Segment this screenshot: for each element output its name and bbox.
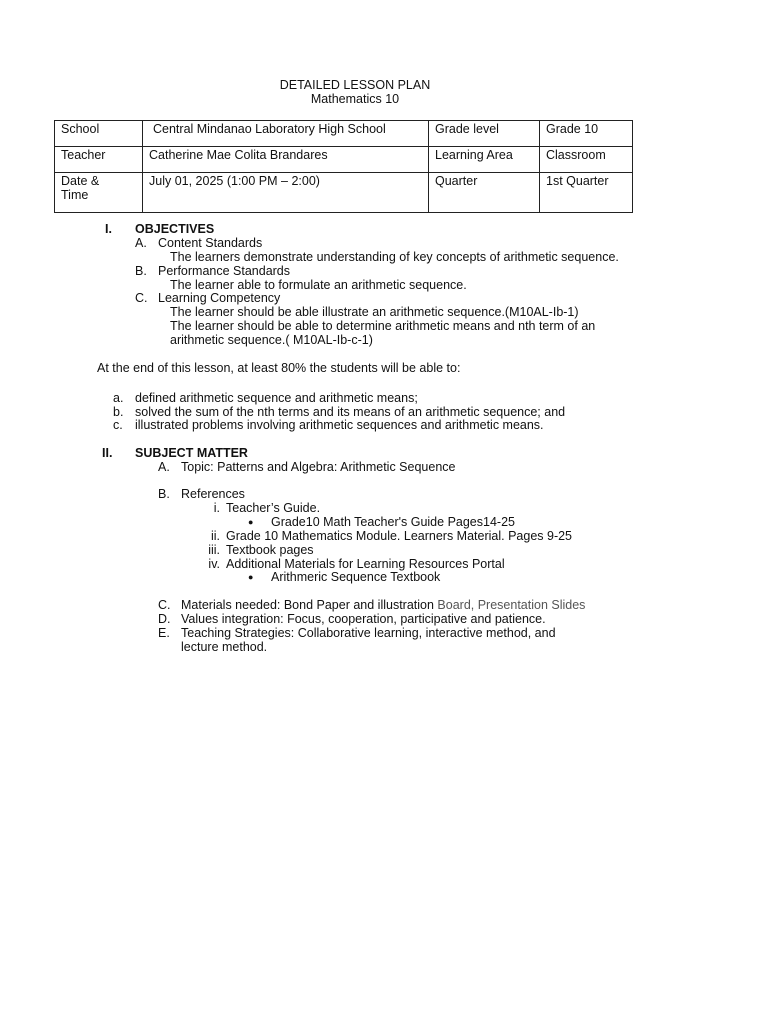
learning-area-value: Classroom — [540, 147, 633, 173]
quarter-value: 1st Quarter — [540, 173, 633, 213]
quarter-label: Quarter — [429, 173, 540, 213]
materials-extra: Board, Presentation Slides — [437, 598, 586, 612]
objective-b-letter: B. — [135, 264, 147, 278]
grade-label: Grade level — [429, 121, 540, 147]
materials-main: Materials needed: Bond Paper and illustration — [181, 598, 438, 612]
ref-iii-text: Textbook pages — [226, 543, 314, 557]
document-title: DETAILED LESSON PLAN — [279, 78, 431, 92]
goal-c-text: illustrated problems involving arithmetic sequences and arithmetic means. — [135, 418, 544, 432]
ref-i-text: Teacher’s Guide. — [226, 501, 321, 515]
content-standards-title: Content Standards — [158, 236, 263, 250]
teaching-strategies-text-2: lecture method. — [181, 640, 268, 654]
teaching-strategies-text-1: Teaching Strategies: Collaborative learning, interactive method, and — [181, 626, 556, 640]
ref-iii-number: iii. — [208, 543, 220, 557]
objectives-intro: At the end of this lesson, at least 80% the students will be able to: — [97, 361, 461, 375]
school-value: Central Mindanao Laboratory High School — [143, 121, 429, 147]
date-time-label: Date & Time — [55, 173, 143, 213]
values-integration-text: Values integration: Focus, cooperation, participative and patience. — [181, 612, 546, 626]
objectives-heading: OBJECTIVES — [135, 222, 215, 236]
ref-iv-text: Additional Materials for Learning Resources Portal — [226, 557, 505, 571]
references-title: References — [181, 487, 245, 501]
subject-e-letter: E. — [158, 626, 170, 640]
objective-c-letter: C. — [135, 291, 148, 305]
ref-i-number: i. — [213, 501, 220, 515]
goal-a-text: defined arithmetic sequence and arithmetic means; — [135, 391, 418, 405]
goal-c-letter: c. — [113, 418, 123, 432]
ref-i-bullet-text: Grade10 Math Teacher's Guide Pages14-25 — [271, 515, 515, 529]
content-standards-text: The learners demonstrate understanding of key concepts of arithmetic sequence. — [170, 250, 619, 264]
subject-matter-heading: SUBJECT MATTER — [135, 446, 248, 460]
bullet-icon: ● — [248, 572, 254, 582]
performance-standards-text: The learner able to formulate an arithmetic sequence. — [170, 278, 467, 292]
ref-ii-text: Grade 10 Mathematics Module. Learners Material. Pages 9-25 — [226, 529, 573, 543]
document-subtitle: Mathematics 10 — [310, 92, 400, 106]
subject-b-letter: B. — [158, 487, 170, 501]
goal-a-letter: a. — [113, 391, 124, 405]
school-label: School — [55, 121, 143, 147]
teacher-label: Teacher — [55, 147, 143, 173]
date-time-value: July 01, 2025 (1:00 PM – 2:00) — [143, 173, 429, 213]
goal-b-letter: b. — [113, 405, 124, 419]
performance-standards-title: Performance Standards — [158, 264, 291, 278]
section-number-subject-matter: II. — [102, 446, 113, 460]
ref-iv-bullet-text: Arithmeric Sequence Textbook — [271, 570, 441, 584]
ref-ii-number: ii. — [210, 529, 220, 543]
bullet-icon: ● — [248, 517, 254, 527]
learning-competency-text-2: The learner should be able to determine arithmetic means and nth term of an — [170, 319, 596, 333]
table-row — [55, 173, 633, 213]
topic-text: Topic: Patterns and Algebra: Arithmetic Sequence — [181, 460, 456, 474]
lesson-info-table — [54, 120, 633, 213]
table-row — [55, 147, 633, 173]
learning-competency-title: Learning Competency — [158, 291, 281, 305]
ref-iv-number: iv. — [208, 557, 220, 571]
teacher-value: Catherine Mae Colita Brandares — [143, 147, 429, 173]
subject-a-letter: A. — [158, 460, 170, 474]
objective-a-letter: A. — [135, 236, 147, 250]
subject-d-letter: D. — [158, 612, 171, 626]
materials-needed-text — [181, 598, 585, 612]
table-row — [55, 121, 633, 147]
goal-b-text: solved the sum of the nth terms and its means of an arithmetic sequence; and — [135, 405, 566, 419]
grade-value: Grade 10 — [540, 121, 633, 147]
learning-competency-text-1: The learner should be able illustrate an arithmetic sequence.(M10AL-Ib-1) — [170, 305, 579, 319]
section-number-objectives: I. — [105, 222, 112, 236]
learning-competency-text-3: arithmetic sequence.( M10AL-Ib-c-1) — [170, 333, 373, 347]
subject-c-letter: C. — [158, 598, 171, 612]
learning-area-label: Learning Area — [429, 147, 540, 173]
